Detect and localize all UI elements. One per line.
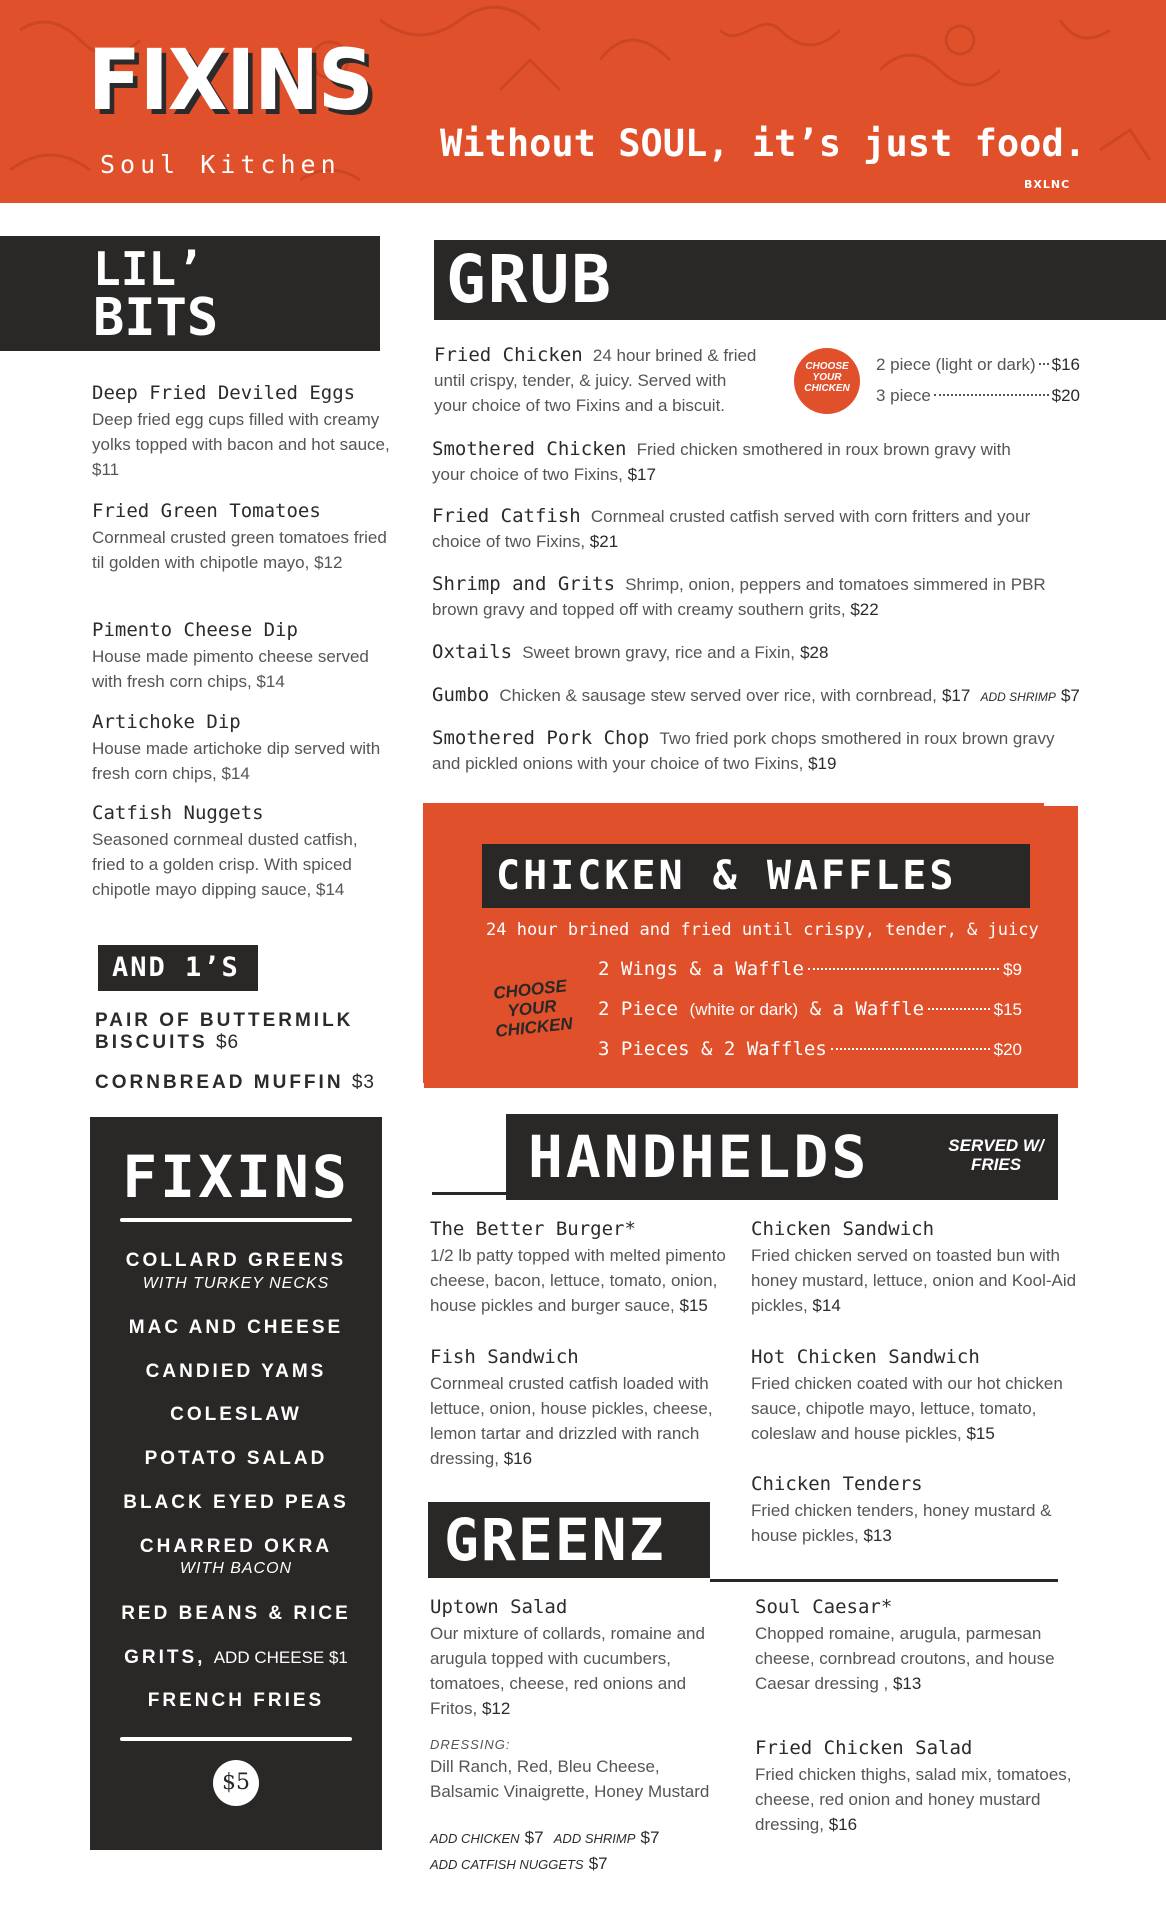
item-desc-text: 1/2 lb patty topped with melted pimento cheese, bacon, lettuce, tomato, onion, house pickles and burger sauce, [430,1246,726,1315]
item-price: $17 [941,686,971,705]
handhelds-banner [506,1114,1058,1200]
item-price: $12 [481,1699,511,1718]
grub-item [432,504,1092,554]
item-desc-text: Fried chicken coated with our hot chicken sauce, chipotle mayo, lettuce, tomato, coleslaw and house pickles, [751,1374,1063,1443]
grub-banner [434,240,1166,320]
handheld-item [751,1473,1081,1548]
dot-leader [831,1048,990,1050]
item-name: Hot Chicken Sandwich [751,1346,980,1368]
fixin-sub: WITH BACON [179,1560,293,1577]
and-ones-banner: AND 1’S [98,945,258,991]
greenz-banner [428,1502,710,1578]
chicken-waffles-title: CHICKEN & WAFFLES [496,853,957,899]
cornbread-name: CORNBREAD MUFFIN [95,1072,344,1093]
handhelds-title: HANDHELDS [528,1123,870,1191]
fried-chicken-item [434,343,784,418]
chicken-waffles-banner [482,844,1030,908]
item-price: $14 [812,1296,841,1315]
lil-bits-title-line2: BITS [93,288,219,348]
item-price: $15 [679,1296,708,1315]
item-desc [755,1762,1085,1837]
item-name: Pimento Cheese Dip [92,619,298,641]
fixins-title: FIXINS [122,1143,350,1211]
item-desc [430,1371,734,1471]
item-desc: and pickled onions with your choice of two Fixins, [432,754,804,773]
option-label: 2 piece (light or dark) [876,355,1036,374]
fixin-item-name: GRITS, [124,1647,206,1668]
addon-label: ADD SHRIMP [980,690,1056,704]
handhelds-rule [432,1192,1058,1195]
grub-item-line1 [432,726,1092,751]
cw-option-label: 3 Pieces & 2 Waffles [598,1038,827,1060]
cw-option-row [598,1038,1022,1060]
badge-line: CHOOSE [805,361,849,372]
item-name: Chicken Tenders [751,1473,923,1495]
item-price: $22 [850,600,879,619]
item-desc: your choice of two Fixins and a biscuit. [434,396,726,415]
badge-line: CHICKEN [804,383,850,394]
biscuits-price: $6 [215,1032,240,1053]
addon-label: ADD SHRIMP [553,1831,636,1846]
fixin-item [90,1647,382,1669]
grub-item [432,640,1092,665]
salad-item [755,1737,1085,1837]
addon-price: $7 [588,1854,608,1873]
item-desc [92,407,392,482]
item-price: $11 [92,460,120,479]
item-price: $12 [314,553,343,572]
grub-item [432,683,1122,708]
dot-leader [934,394,1049,396]
item-desc: until crispy, tender, & juicy. Served with [434,371,727,390]
logo-wordmark: FIXINS [88,31,373,129]
item-name: Fish Sandwich [430,1346,579,1368]
salad-item [755,1596,1085,1696]
item-desc: brown gravy and topped off with creamy southern grits, [432,600,846,619]
choose-chicken-badge [794,348,860,414]
addon-row [430,1851,760,1877]
option-price: $16 [1051,355,1080,374]
item-name: Oxtails [432,641,513,663]
item-price: $21 [589,532,619,551]
handheld-item [751,1218,1081,1318]
item-name: The Better Burger* [430,1218,636,1240]
item-desc [751,1498,1081,1548]
tagline-code: BXLNC [1024,178,1071,191]
item-desc-line2 [432,597,1092,622]
addon-price: $7 [640,1828,660,1847]
lil-bits-item [92,382,392,482]
tagline: Without SOUL, it’s just food. [440,122,1087,165]
addon-row [430,1825,760,1851]
item-desc-text: Cornmeal crusted green tomatoes fried til golden with chipotle mayo, [92,528,387,572]
item-price: $28 [800,643,829,662]
cw-option-price: $20 [993,1040,1022,1059]
item-desc [92,525,392,575]
item-desc-text: Fried chicken served on toasted bun with honey mustard, lettuce, onion and Kool-Aid pickles, [751,1246,1077,1315]
fixin-item: BLACK EYED PEAS [123,1492,349,1513]
item-price: $13 [892,1674,922,1693]
item-name: Artichoke Dip [92,711,241,733]
item-name: Fried Chicken Salad [755,1737,973,1759]
chicken-waffles-subtitle: 24 hour brined and fried until crispy, tender, & juicy [486,920,1039,940]
dressing-block [430,1737,730,1804]
item-desc-text: Cornmeal crusted catfish loaded with lettuce, onion, house pickles, cheese, lemon tartar and drizzled with ranch dressing, [430,1374,713,1468]
item-desc-line2 [432,529,1092,554]
lil-bits-item [92,500,392,575]
grub-item-line1 [432,572,1092,597]
grub-title: GRUB [446,241,613,318]
item-desc [92,827,392,902]
fixin-item: COLESLAW [170,1404,302,1425]
cw-option-price: $9 [1003,960,1022,979]
addon-label: ADD CHICKEN [430,1831,520,1846]
lil-bits-banner [0,236,380,351]
fried-chicken-option [876,352,1080,377]
cornbread-price: $3 [351,1072,375,1093]
cw-option-price: $15 [993,1000,1022,1019]
item-desc-text: Our mixture of collards, romaine and arugula topped with cucumbers, tomatoes, cheese, red onions and Fritos, [430,1624,705,1718]
logo-subtitle: Soul Kitchen [100,150,341,179]
fixin-item: FRENCH FRIES [147,1690,325,1711]
item-desc [92,644,392,694]
cw-option-label2: & a Waffle [809,998,925,1020]
grub-item-line1 [432,437,1092,462]
item-desc: Cornmeal crusted catfish served with corn fritters and your [590,507,1031,526]
cw-option-label: 2 Piece [598,998,679,1020]
item-desc-text: Fried chicken tenders, honey mustard & house pickles, [751,1501,1052,1545]
item-desc: choice of two Fixins, [432,532,586,551]
item-desc [751,1371,1081,1446]
fixin-item: POTATO SALAD [144,1448,328,1469]
fried-chicken-line1 [434,343,784,368]
fixin-sub: WITH TURKEY NECKS [142,1275,330,1292]
item-name: Fried Catfish [432,505,581,527]
item-name: Soul Caesar* [755,1596,893,1618]
salad-item [430,1596,730,1721]
item-desc: Shrimp, onion, peppers and tomatoes simmered in PBR [625,575,1046,594]
dot-leader [808,968,999,970]
greenz-title: GREENZ [444,1506,666,1574]
cornbread-item [95,1072,375,1094]
item-name: Deep Fried Deviled Eggs [92,382,356,404]
fixins-price-badge: $5 [213,1760,259,1806]
item-desc: 24 hour brined & fried [592,346,757,365]
fixin-item: RED BEANS & RICE [121,1603,351,1624]
item-desc [430,1621,730,1721]
item-name: Smothered Chicken [432,438,627,460]
biscuits-name-line2-wrap [95,1032,353,1054]
salad-addons [430,1825,760,1877]
item-desc-text: House made artichoke dip served with fresh corn chips, [92,739,381,783]
item-desc-line2 [432,751,1092,776]
lil-bits-item [92,802,392,902]
item-price: $16 [503,1449,533,1468]
item-price: $14 [256,672,285,691]
item-name: Gumbo [432,684,490,706]
item-desc: Sweet brown gravy, rice and a Fixin, [522,643,795,662]
header-band [0,0,1166,203]
grub-item [432,572,1092,622]
fixin-item: COLLARD GREENS [125,1250,347,1271]
addon-price: $7 [1060,686,1080,705]
item-desc: Chicken & sausage stew served over rice, with cornbread, [499,686,937,705]
item-desc-text: Seasoned cornmeal dusted catfish, fried to a golden crisp. With spiced chipotle mayo dipping sauce, [92,830,358,899]
item-desc-text: Chopped romaine, arugula, parmesan cheese, cornbread croutons, and house Caesar dressing , [755,1624,1055,1693]
grub-item [432,437,1092,487]
addon-label: ADD CATFISH NUGGETS [430,1857,584,1872]
item-price: $17 [627,465,656,484]
item-price: $14 [221,764,250,783]
biscuits-name-line1: PAIR OF BUTTERMILK [95,1010,354,1031]
item-price: $15 [966,1424,995,1443]
item-desc [430,1243,734,1318]
item-desc [92,736,392,786]
badge-line: YOUR [812,372,842,383]
item-desc-text: Fried chicken thighs, salad mix, tomatoes, cheese, red onion and honey mustard dressing, [755,1765,1072,1834]
choose-chicken-label: CHOOSE YOUR CHICKEN [492,976,574,1041]
addon-price: $7 [524,1828,544,1847]
item-name: Shrimp and Grits [432,573,616,595]
cw-option-note: (white or dark) [689,1000,799,1019]
item-name: Fried Green Tomatoes [92,500,321,522]
grub-item-line1 [432,504,1092,529]
served-with-fries-label: SERVED W/ FRIES [948,1136,1044,1174]
item-desc-text: House made pimento cheese served with fresh corn chips, [92,647,369,691]
item-desc-text: Deep fried egg cups filled with creamy yolks topped with bacon and hot sauce, [92,410,390,454]
biscuits-name-line2: BISCUITS [95,1032,208,1053]
lil-bits-item [92,711,392,786]
item-desc: Fried chicken smothered in roux brown gravy with [636,440,1011,459]
cw-option-label: 2 Wings & a Waffle [598,958,804,980]
item-desc [755,1621,1085,1696]
dot-leader [928,1008,990,1010]
lil-bits-title-line1: LIL’ [93,242,204,296]
item-name: Uptown Salad [430,1596,568,1618]
grub-item [432,726,1092,776]
greenz-rule [710,1579,1058,1582]
option-price: $20 [1051,386,1080,405]
item-desc: your choice of two Fixins, [432,465,623,484]
cw-option-row [598,998,1022,1020]
item-name: Smothered Pork Chop [432,727,650,749]
item-name: Fried Chicken [434,344,583,366]
cw-option-row [598,958,1022,980]
fixins-panel [90,1117,382,1850]
option-label: 3 piece [876,386,931,405]
item-price: $16 [828,1815,858,1834]
fixins-rule-top [120,1218,352,1222]
dressing-label: DRESSING: [430,1737,511,1752]
item-desc: Two fried pork chops smothered in roux brown gravy [659,729,1055,748]
item-desc [751,1243,1081,1318]
item-price: $14 [315,880,345,899]
handheld-item [430,1346,734,1471]
item-price: $13 [863,1526,892,1545]
item-price: $19 [808,754,837,773]
handheld-item [751,1346,1081,1446]
fixin-item: CANDIED YAMS [145,1361,327,1382]
fixin-item: MAC AND CHEESE [128,1317,344,1338]
fixins-rule-bottom [120,1737,352,1741]
fixin-item: CHARRED OKRA [139,1536,333,1557]
item-name: Chicken Sandwich [751,1218,935,1240]
lil-bits-item [92,619,392,694]
fried-chicken-option [876,383,1080,408]
fixin-item-extra: ADD CHEESE $1 [213,1648,348,1667]
biscuits-item [95,1010,353,1054]
dot-leader [1039,363,1049,365]
handheld-item [430,1218,734,1318]
dressing-list: Dill Ranch, Red, Bleu Cheese, Balsamic Vinaigrette, Honey Mustard [430,1757,710,1801]
item-name: Catfish Nuggets [92,802,264,824]
item-desc-line2 [432,462,1092,487]
